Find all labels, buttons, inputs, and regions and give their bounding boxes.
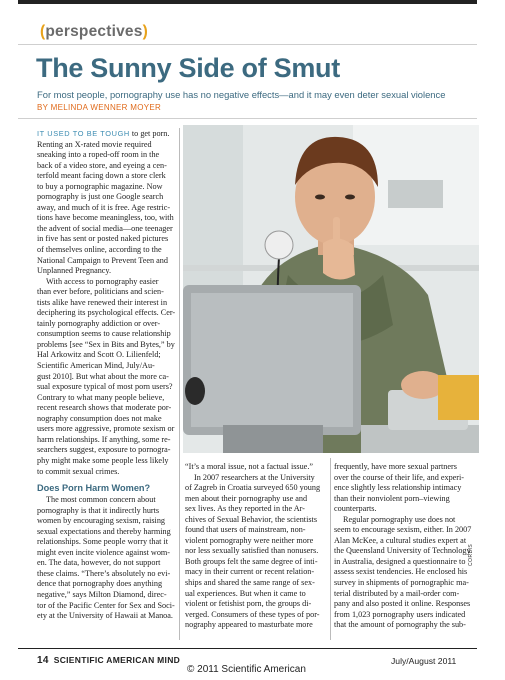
- text-line: sexual expectations and thereby harming: [37, 526, 171, 536]
- page-folio: [37, 655, 180, 666]
- text-line: [37, 129, 175, 140]
- text-line: recent research shows that moderate por-: [37, 403, 172, 413]
- text-line: ships and shared the same range of sex-: [185, 578, 315, 588]
- text-line: chives of Sexual Behavior, the scientists: [185, 514, 318, 524]
- text-line: than ever before, politicians and scien-: [37, 287, 164, 297]
- text-line: back of a video store, and eyeing a cen-: [37, 160, 167, 170]
- page-number: 14: [37, 655, 49, 666]
- text-line: tainly pornography addiction or over-: [37, 318, 161, 328]
- text-line: these claims. “There’s absolutely no evi-: [37, 568, 171, 578]
- article-deck: For most people, pornography use has no negative effects—and it may even deter sexual violence: [37, 89, 446, 100]
- text-line: Renting an X-rated movie required: [37, 139, 152, 149]
- text-line: terfold meant facing down a store clerk: [37, 171, 166, 181]
- text-line: sneaking into a roped-off room in the: [37, 150, 160, 160]
- article-byline: BY MELINDA WENNER MOYER: [37, 103, 162, 112]
- text-run: to get porn.: [129, 129, 170, 138]
- text-line: Contrary to what many people believe,: [37, 392, 165, 402]
- text-line: nography consumption does not make: [37, 413, 162, 423]
- text-line: searchers suggest, exposure to pornogra-: [37, 445, 171, 455]
- text-line: Scientific American Mind, July/Au-: [37, 361, 155, 371]
- text-line: en. The data, however, do not support: [37, 558, 161, 568]
- text-line: might even incite violence against wom-: [37, 547, 171, 557]
- text-line: gust 2010]. But what about the more ca-: [37, 371, 169, 381]
- text-line: the advent of social media—one teenager: [37, 223, 173, 233]
- section-label: [40, 23, 148, 41]
- magazine-name: SCIENTIFIC AMERICAN MIND: [53, 655, 181, 665]
- text-line: consumption seems to cause relationship: [37, 329, 171, 339]
- column-divider: [179, 128, 180, 640]
- copyright-notice: © 2011 Scientific American: [187, 664, 306, 675]
- text-line: violent pornography were neither more: [185, 535, 314, 545]
- text-line: frequently, have more sexual partners: [334, 462, 457, 471]
- text-line: assess sexist tendencies. He enclosed his: [334, 567, 468, 577]
- article-photo: [183, 125, 479, 453]
- issue-date: July/August 2011: [391, 656, 457, 666]
- text-line: problems [see “Sex in Bits and Bytes,” by: [37, 339, 175, 349]
- text-line: to commit sexual crimes.: [37, 466, 120, 476]
- text-line: over the course of their life, and experi-: [334, 472, 465, 482]
- text-line: pornography is that it indirectly hurts: [37, 505, 160, 515]
- photo-illustration: [183, 125, 479, 453]
- byline-divider: [18, 118, 477, 119]
- text-line: tists alike have renewed their interest in: [37, 297, 168, 307]
- photo-credit: CORBIS: [468, 543, 474, 566]
- text-line: ety at the University of Hawaii at Manoa.: [37, 611, 173, 621]
- section-close-paren: ): [142, 23, 148, 40]
- text-line: away, and much of it is free. Age restric-: [37, 202, 171, 212]
- text-line: With access to pornography easier: [46, 276, 159, 286]
- text-line: National Campaign to Prevent Teen and: [37, 255, 168, 265]
- top-rule: [18, 0, 477, 4]
- text-line: of Zagreb in Croatia surveyed 650 young: [185, 483, 321, 493]
- text-line: The most common concern about: [46, 495, 156, 505]
- column-divider: [330, 458, 331, 640]
- text-line: violent or fetishist porn, the groups di-: [185, 599, 312, 609]
- text-line: ual experiences. But when it came to: [185, 588, 306, 598]
- column-1: [37, 129, 175, 622]
- text-line: terial distributed by a mail-order com-: [334, 588, 460, 598]
- text-line: ence slightly less relationship intimacy: [334, 483, 462, 493]
- text-line: sual exposure typical of most porn users?: [37, 382, 173, 392]
- text-line: in five has sent or posted naked pictures: [37, 234, 169, 244]
- subhead: Does Porn Harm Women?: [37, 483, 151, 494]
- text-line: macy in their current or recent relation-: [185, 567, 315, 577]
- text-line: pornography is just one Google search: [37, 192, 164, 202]
- text-line: dence that pornography does anything: [37, 579, 163, 589]
- text-line: negative,” says Milton Diamond, direc-: [37, 589, 167, 599]
- text-line: users more aggressive, promote sexism or: [37, 424, 175, 434]
- section-open-paren: (: [40, 23, 46, 40]
- text-line: in Australia, designed a questionnaire to: [334, 556, 466, 566]
- text-line: Unplanned Pregnancy.: [37, 266, 112, 276]
- text-line: nography appeared to masturbate more: [185, 620, 313, 630]
- text-line: relationships. Some people worry that it: [37, 537, 168, 547]
- text-line: that the amount of pornography the sub-: [334, 620, 466, 630]
- text-line: than their nonviolent porn–viewing: [334, 493, 450, 503]
- text-line: In 2007 researchers at the University: [194, 472, 315, 482]
- text-line: harm relationships. If anything, some re-: [37, 434, 171, 444]
- text-line: Both groups felt the same degree of inti-: [185, 556, 318, 566]
- article-headline: The Sunny Side of Smut: [36, 53, 340, 83]
- text-line: men about their pornography use and: [185, 493, 308, 503]
- text-line: counterparts.: [334, 504, 377, 514]
- text-line: phy might make some people less likely: [37, 455, 169, 465]
- section-word: perspectives: [45, 23, 143, 40]
- column-3: [334, 462, 476, 631]
- text-line: found that users of mainstream, non-: [185, 525, 306, 535]
- text-line: Regular pornography use does not: [343, 514, 456, 524]
- text-line: verged. Consumers of these types of por-: [185, 609, 320, 619]
- column-2: [185, 462, 327, 631]
- text-line: deciphering its psychological effects. Cer-: [37, 308, 176, 318]
- text-line: seem to encourage sexism, either. In 2007: [334, 525, 472, 535]
- text-line: from 1,023 pornography users indicated: [334, 609, 466, 619]
- text-line: the Queensland University of Technology: [334, 546, 471, 556]
- text-line: nor less sexually satisfied than nonusers.: [185, 546, 319, 556]
- text-line: to buy a pornographic magazine. Now: [37, 181, 163, 191]
- text-line: of themselves online, according to the: [37, 245, 162, 255]
- text-line: survey in shipments of pornographic ma-: [334, 578, 469, 588]
- text-line: women by encouraging sexism, raising: [37, 516, 166, 526]
- header-divider: [18, 44, 477, 45]
- text-line: pany and also posted it online. Responses: [334, 599, 471, 609]
- text-line: sex lives. As they reported in the Ar-: [185, 504, 305, 514]
- text-line: Hal Arkowitz and Scott O. Lilienfeld;: [37, 350, 161, 360]
- lead-in: IT USED TO BE TOUGH: [37, 129, 130, 138]
- text-line: tor of the Pacific Center for Sex and Soci-: [37, 600, 175, 610]
- text-line: “It’s a moral issue, not a factual issue.”: [185, 462, 314, 471]
- text-line: tions have become meaningless, too, with: [37, 213, 174, 223]
- footer-rule: [18, 648, 477, 649]
- text-line: Alan McKee, a cultural studies expert at: [334, 535, 467, 545]
